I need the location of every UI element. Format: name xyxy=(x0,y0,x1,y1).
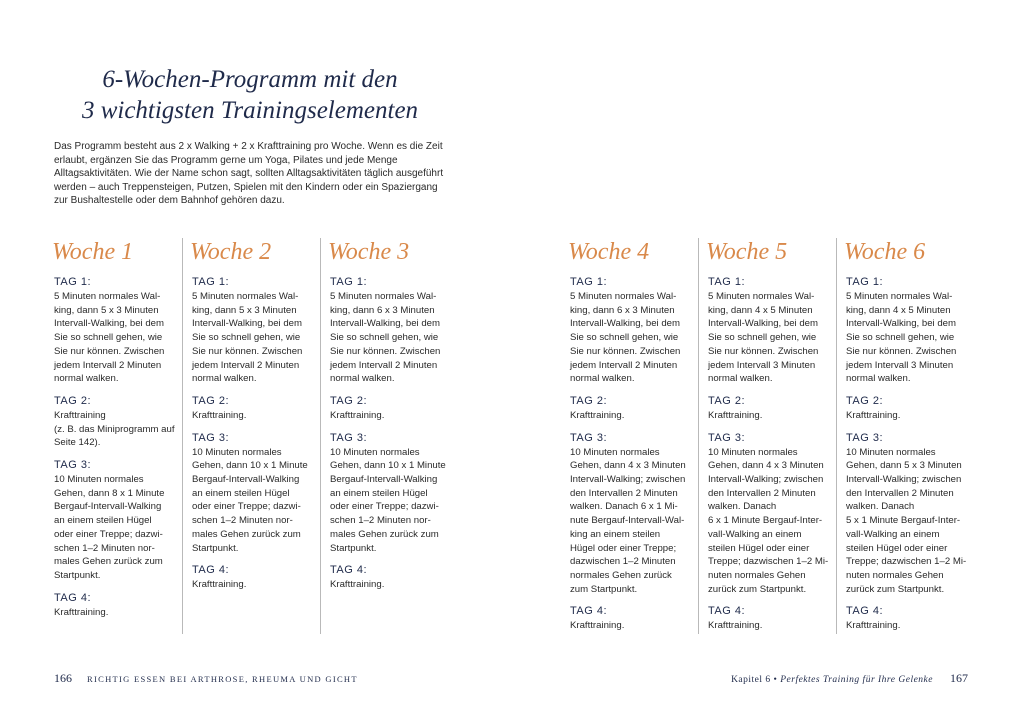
day-block xyxy=(846,605,974,633)
footer-right xyxy=(731,671,968,686)
day-block xyxy=(846,395,974,423)
day-block xyxy=(54,276,182,386)
intro-paragraph: Das Programm besteht aus 2 x Walking + 2 x Krafttraining pro Woche. Wenn es die Zeit erlaubt, ergänzen Sie das Programm gerne um Yoga, Pilates und jede Menge Alltagsaktivitäten. Wie der Name schon sagt, sollten Alltagsaktivitäten täglich ausgeführt werden – auch Treppensteigen, Putzen, Spielen mit den Kindern oder ein Spaziergang zur Bushaltestelle oder dem Bahnhof gehören dazu. xyxy=(54,141,444,207)
week-column-5 xyxy=(698,238,836,634)
day-text: 5 Minuten normales Wal- king, dann 6 x 3 Minuten Intervall-Walking, bei dem Sie so schnell gehen, wie Sie nur können. Zwischen jedem Intervall 2 Minuten normal walken. xyxy=(330,291,441,385)
day-label: TAG 3: xyxy=(570,431,608,444)
day-block xyxy=(330,395,458,423)
day-label: TAG 3: xyxy=(330,431,368,444)
day-block xyxy=(570,276,698,386)
week-column-6 xyxy=(836,238,974,634)
day-label: TAG 4: xyxy=(54,591,92,604)
week-title: Woche 6 xyxy=(844,239,926,265)
day-text: 5 Minuten normales Wal- king, dann 4 x 5 Minuten Intervall-Walking, bei dem Sie so schnell gehen, wie Sie nur können. Zwischen jedem Intervall 3 Minuten normal walken. xyxy=(846,291,957,385)
day-text: 10 Minuten normales Gehen, dann 10 x 1 Minute Bergauf-Intervall-Walking an einem steilen Hügel oder einer Treppe; dazwi- schen 1–2 Minuten nor- males Gehen zurück zum Startpunkt. xyxy=(192,446,308,554)
day-block xyxy=(330,432,458,556)
day-text: 5 Minuten normales Wal- king, dann 5 x 3 Minuten Intervall-Walking, bei dem Sie so schnell gehen, wie Sie nur können. Zwischen jedem Intervall 2 Minuten normal walken. xyxy=(54,291,165,385)
day-text: 10 Minuten normales Gehen, dann 10 x 1 Minute Bergauf-Intervall-Walking an einem steilen Hügel oder einer Treppe; dazwi- schen 1–2 Minuten nor- males Gehen zurück zum Startpunkt. xyxy=(330,446,446,554)
day-label: TAG 1: xyxy=(330,276,368,288)
day-block xyxy=(54,395,182,450)
day-block xyxy=(330,564,458,592)
day-text: Krafttraining. xyxy=(330,409,385,421)
day-label: TAG 1: xyxy=(54,276,92,288)
title-line-1: 6-Wochen-Programm mit den xyxy=(102,66,398,93)
week-column-4 xyxy=(570,238,698,642)
day-text: Krafttraining. xyxy=(708,620,763,632)
week-title: Woche 3 xyxy=(328,239,410,265)
day-label: TAG 4: xyxy=(708,605,746,618)
day-label: TAG 4: xyxy=(330,564,368,577)
day-label: TAG 2: xyxy=(708,394,746,407)
day-text: 5 Minuten normales Wal- king, dann 6 x 3 Minuten Intervall-Walking, bei dem Sie so schnell gehen, wie Sie nur können. Zwischen jedem Intervall 2 Minuten normal walken. xyxy=(570,291,681,385)
day-text: 10 Minuten normales Gehen, dann 4 x 3 Minuten Intervall-Walking; zwischen den Intervallen 2 Minuten walken. Danach 6 x 1 Minute Bergauf-Inter- vall-Walking an einem steilen Hügel oder einer Treppe; dazwischen 1–2 Mi- nuten normales Gehen zurück zum Startpunkt. xyxy=(708,446,829,595)
day-block xyxy=(708,395,836,423)
day-label: TAG 3: xyxy=(708,431,746,444)
day-text: 5 Minuten normales Wal- king, dann 5 x 3 Minuten Intervall-Walking, bei dem Sie so schnell gehen, wie Sie nur können. Zwischen jedem Intervall 2 Minuten normal walken. xyxy=(192,291,303,385)
day-label: TAG 4: xyxy=(846,605,884,618)
week-title: Woche 2 xyxy=(190,239,272,265)
day-label: TAG 1: xyxy=(570,276,608,288)
page-number-right: 167 xyxy=(950,671,968,685)
day-block xyxy=(330,276,458,386)
day-text: 5 Minuten normales Wal- king, dann 4 x 5 Minuten Intervall-Walking, bei dem Sie so schnell gehen, wie Sie nur können. Zwischen jedem Intervall 3 Minuten normal walken. xyxy=(708,291,819,385)
week-title: Woche 5 xyxy=(706,239,788,265)
running-title-right: Perfektes Training für Ihre Gelenke xyxy=(780,675,933,685)
day-block xyxy=(54,459,182,583)
day-label: TAG 4: xyxy=(192,564,230,577)
page-number-left: 166 xyxy=(54,671,72,685)
day-label: TAG 2: xyxy=(54,394,92,407)
title-line-2: 3 wichtigsten Trainingselementen xyxy=(81,97,419,124)
day-text: 10 Minuten normales Gehen, dann 4 x 3 Minuten Intervall-Walking; zwischen den Intervallen 2 Minuten walken. Danach 6 x 1 Mi- nute Bergauf-Intervall-Wal- king an einem steilen Hügel oder einer Treppe; dazwischen 1–2 Minuten normales Gehen zurück zum Startpunkt. xyxy=(570,446,686,595)
day-text: Krafttraining. xyxy=(54,606,109,618)
day-text: Krafttraining. xyxy=(330,579,385,591)
day-text: Krafttraining (z. B. das Miniprogramm auf Seite 142). xyxy=(54,409,175,449)
day-block xyxy=(570,605,698,633)
day-text: Krafttraining. xyxy=(570,620,625,632)
day-label: TAG 2: xyxy=(846,394,884,407)
day-block xyxy=(570,395,698,423)
chapter-label: Kapitel 6 xyxy=(731,675,771,685)
day-label: TAG 3: xyxy=(192,431,230,444)
day-block xyxy=(846,432,974,597)
page-title xyxy=(40,64,460,126)
day-label: TAG 2: xyxy=(192,394,230,407)
day-label: TAG 3: xyxy=(54,459,92,472)
day-text: Krafttraining. xyxy=(570,409,625,421)
week-column-3 xyxy=(320,238,458,634)
day-text: Krafttraining. xyxy=(846,620,901,632)
day-text: Krafttraining. xyxy=(192,409,247,421)
day-label: TAG 1: xyxy=(846,276,884,288)
week-title: Woche 4 xyxy=(568,239,650,265)
day-text: 10 Minuten normales Gehen, dann 8 x 1 Minute Bergauf-Intervall-Walking an einem steilen Hügel oder einer Treppe; dazwi- schen 1–2 Minuten nor- males Gehen zurück zum Startpunkt. xyxy=(54,474,165,581)
day-label: TAG 1: xyxy=(708,276,746,288)
day-block xyxy=(192,276,320,386)
week-column-2 xyxy=(182,238,320,634)
day-block xyxy=(54,592,182,620)
day-text: 10 Minuten normales Gehen, dann 5 x 3 Minuten Intervall-Walking; zwischen den Intervallen 2 Minuten walken. Danach 5 x 1 Minute Bergauf-Inter- vall-Walking an einem steilen Hügel oder einer Treppe; dazwischen 1–2 Mi- nuten normales Gehen zurück zum Startpunkt. xyxy=(846,446,967,595)
week-column-1 xyxy=(54,238,182,628)
day-block xyxy=(708,432,836,597)
day-label: TAG 1: xyxy=(192,276,230,288)
day-label: TAG 3: xyxy=(846,431,884,444)
day-block xyxy=(846,276,974,386)
day-block xyxy=(192,395,320,423)
day-block xyxy=(570,432,698,597)
week-title: Woche 1 xyxy=(52,239,134,265)
day-text: Krafttraining. xyxy=(192,579,247,591)
day-block xyxy=(708,276,836,386)
day-text: Krafttraining. xyxy=(708,409,763,421)
day-block xyxy=(192,432,320,556)
day-text: Krafttraining. xyxy=(846,409,901,421)
day-block xyxy=(708,605,836,633)
day-label: TAG 2: xyxy=(570,394,608,407)
footer-left xyxy=(54,671,358,686)
chapter-bullet: • xyxy=(773,675,778,685)
day-label: TAG 2: xyxy=(330,394,368,407)
running-title-left: RICHTIG ESSEN BEI ARTHROSE, RHEUMA UND GICHT xyxy=(87,674,358,684)
day-block xyxy=(192,564,320,592)
day-label: TAG 4: xyxy=(570,605,608,618)
